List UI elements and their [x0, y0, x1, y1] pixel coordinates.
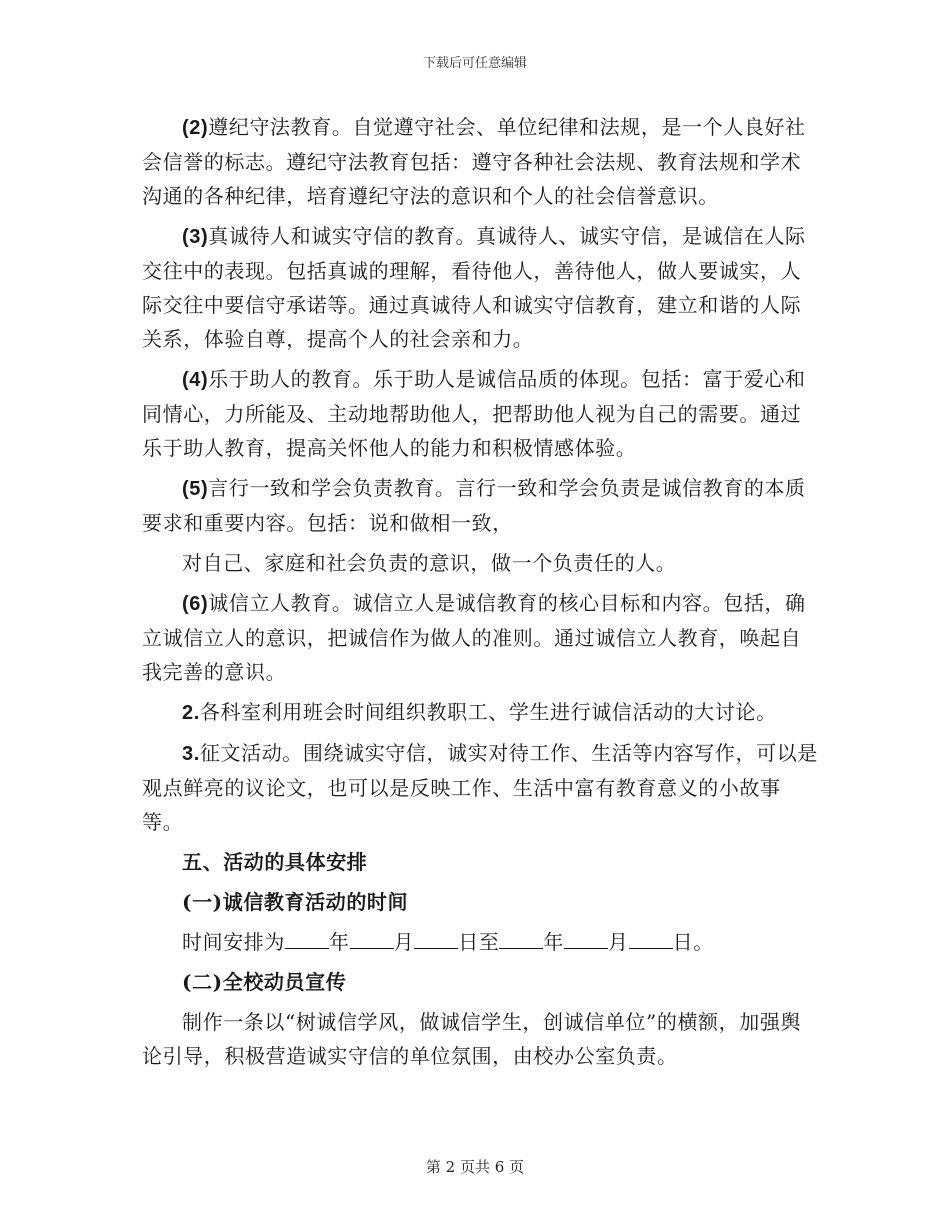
- page-header: 下载后可任意编辑: [422, 56, 527, 71]
- paragraph-text: 遵纪守法教育。自觉遵守社会、单位纪律和法规，是一个人良好社会信誉的标志。遵纪守法教育包括：遵守各种社会法规、教育法规和学术沟通的各种纪律，培育遵纪守法的意识和个人的社会信誉意识。: [142, 115, 806, 208]
- day2-blank: [629, 926, 673, 949]
- page-footer: 第 2 页共 6 页: [425, 1158, 525, 1176]
- year-blank: [285, 926, 329, 949]
- paragraph-3: [142, 219, 818, 356]
- paragraph-5-continued: [142, 546, 818, 580]
- paragraph-item-2: [142, 695, 818, 730]
- year2-blank: [499, 926, 543, 949]
- item-number: (4): [182, 369, 209, 391]
- day-blank: [414, 926, 458, 949]
- document-body: [142, 110, 818, 1079]
- paragraph-text: 诚信立人教育。诚信立人是诚信教育的核心目标和内容。包括，确立诚信立人的意识，把诚信作为做人的准则。通过诚信立人教育，唤起自我完善的意识。: [142, 591, 806, 684]
- paragraph-text: 真诚待人和诚实守信的教育。真诚待人、诚实守信，是诚信在人际交往中的表现。包括真诚的理解，看待他人，善待他人，做人要诚实，人际交往中要信守承诺等。通过真诚待人和诚实守信教育，建立和谐的人际关系，体验自尊，提高个人的社会亲和力。: [142, 224, 806, 351]
- item-number: (5): [182, 478, 209, 500]
- item-number: (6): [182, 593, 209, 615]
- time-schedule-line: [142, 925, 818, 959]
- item-number: 3.: [182, 743, 200, 765]
- year2-label: 年: [543, 930, 565, 954]
- last-paragraph: 制作一条以“树诚信学风，做诚信学生，创诚信单位”的横额，加强舆论引导，积极营造诚实守信的单位氛围，由校办公室负责。: [142, 1010, 802, 1068]
- month2-label: 月: [608, 930, 629, 954]
- day-to-label: 日至: [458, 930, 500, 954]
- month2-blank: [564, 926, 608, 949]
- year-label: 年: [329, 930, 350, 954]
- paragraph-4: [142, 362, 818, 465]
- month-label: 月: [393, 930, 415, 954]
- section-title: 五、活动的具体安排: [182, 850, 368, 874]
- subsection-title-2: (二)全校动员宣传: [182, 970, 347, 994]
- month-blank: [350, 926, 394, 949]
- item-number: 2.: [182, 702, 200, 724]
- paragraph-text: 各科室利用班会时间组织教职工、学生进行诚信活动的大讨论。: [199, 700, 777, 724]
- day-end-label: 日。: [672, 930, 714, 954]
- time-prefix: 时间安排为: [182, 930, 285, 954]
- subsection-title-1: (一)诚信教育活动的时间: [182, 890, 409, 914]
- paragraph-5: [142, 471, 818, 540]
- paragraph-item-3: [142, 736, 818, 839]
- item-number: (3): [182, 226, 209, 248]
- paragraph-text: 对自己、家庭和社会负责的意识，做一个负责任的人。: [182, 551, 677, 575]
- item-number: (2): [182, 117, 209, 139]
- paragraph-text: 言行一致和学会负责教育。言行一致和学会负责是诚信教育的本质要求和重要内容。包括：说和做相一致，: [142, 476, 806, 535]
- paragraph-6: [142, 586, 818, 689]
- paragraph-text: 征文活动。围绕诚实守信，诚实对待工作、生活等内容写作，可以是观点鲜亮的议论文，也可以是反映工作、生活中富有教育意义的小故事等。: [142, 741, 818, 834]
- paragraph-2: [142, 110, 818, 213]
- paragraph-text: 乐于助人的教育。乐于助人是诚信品质的体现。包括：富于爱心和同情心，力所能及、主动地帮助他人，把帮助他人视为自己的需要。通过乐于助人教育，提高关怀他人的能力和积极情感体验。: [142, 367, 806, 460]
